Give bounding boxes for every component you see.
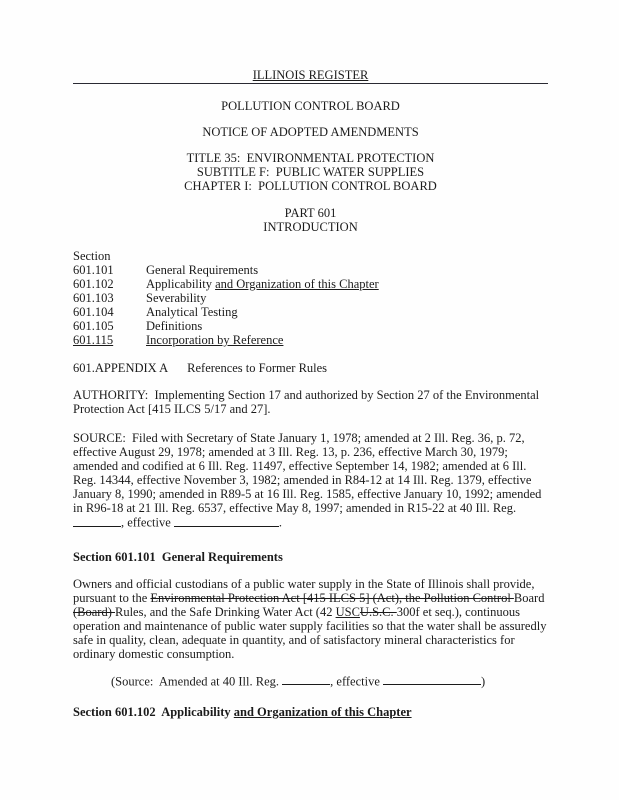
text-run: 601.104 (73, 305, 114, 319)
title-block (73, 151, 548, 193)
text-run: pursuant to the (73, 576, 538, 605)
authority-paragraph (73, 388, 548, 416)
text-run: Section 601.102 Applicability (73, 705, 234, 720)
table-of-contents (73, 249, 548, 347)
text-run: Severability (146, 291, 207, 305)
text-run: , effective (330, 674, 384, 689)
text-run: , effective (121, 515, 174, 530)
title-line-1: TITLE 35: ENVIRONMENTAL PROTECTION (186, 151, 435, 165)
toc-section-number (73, 291, 146, 305)
text-run: General Requirements (146, 263, 259, 277)
toc-section-title (146, 333, 548, 347)
page-content (73, 68, 548, 719)
appendix-title: References to Former Rules (187, 361, 328, 375)
toc-row (73, 305, 548, 319)
section-601-101-heading (73, 550, 548, 564)
text-run: 601.102 (73, 277, 114, 291)
stricken-text: U.S.C. (359, 604, 397, 619)
text-run: (Source: Amended at 40 Ill. Reg. (111, 674, 283, 689)
section-601-101-source-note (73, 674, 548, 689)
text-run: Analytical Testing (146, 305, 238, 319)
text-run: AUTHORITY: Implementing Section 17 and authorized by Section 27 of the Environmental Protection Act [415 ILCS 5/17 and 27]. (73, 388, 543, 416)
toc-row (73, 263, 548, 277)
title-line-2: SUBTITLE F: PUBLIC WATER SUPPLIES (196, 165, 425, 179)
appendix-row (73, 361, 548, 375)
text-run: 601.103 (73, 291, 114, 305)
text-run: Applicability (146, 277, 216, 291)
text-run: Owners and official custodians of a public water supply in the State of Illinois shall provide (73, 576, 532, 591)
text-run: Rules, and the Safe Drinking Water Act (42 (115, 604, 336, 619)
stricken-text: Environmental Protection Act [415 ILCS 5] (Act), the Pollution Control (150, 590, 514, 605)
text-run: continuous operation and maintenance of public water supply facilities so that the water shall be assuredly safe in quality, clean, adequate in quantity, and of satisfactory mineral characteristics for ordinary domestic consumption. (73, 604, 550, 661)
toc-row (73, 277, 548, 291)
title-line-3: CHAPTER I: POLLUTION CONTROL BOARD (184, 179, 437, 193)
part-number: PART 601 (284, 206, 337, 220)
section-601-102-heading (73, 705, 548, 719)
toc-section-title (146, 319, 548, 333)
toc-section-title (146, 277, 548, 291)
text-run: Definitions (146, 319, 203, 333)
register-title: ILLINOIS REGISTER (252, 68, 369, 82)
stricken-text: (Board) (73, 604, 115, 619)
toc-section-title (146, 305, 548, 319)
notice-title: NOTICE OF ADOPTED AMENDMENTS (202, 125, 419, 139)
fill-in-blank (73, 515, 121, 527)
section-601-101-body (73, 577, 548, 661)
toc-rows (73, 263, 548, 347)
toc-row (73, 319, 548, 333)
text-run: 300f et seq.) (396, 604, 459, 619)
inserted-text: and Organization of this Chapter (215, 277, 379, 291)
toc-section-number (73, 333, 146, 347)
text-run: Section 601.101 General Requirements (73, 549, 283, 564)
inserted-text: , (531, 576, 535, 591)
toc-section-title (146, 263, 548, 277)
fill-in-blank (174, 515, 279, 527)
inserted-text: , (458, 604, 463, 619)
text-run: Board (513, 590, 548, 605)
toc-section-number (73, 277, 146, 291)
inserted-text: USC (335, 604, 360, 619)
inserted-text: 601.115 (73, 333, 114, 347)
toc-heading: Section (73, 249, 111, 263)
board-title: POLLUTION CONTROL BOARD (221, 99, 400, 113)
toc-row (73, 333, 548, 347)
part-title: INTRODUCTION (263, 220, 358, 234)
toc-row (73, 291, 548, 305)
inserted-text: Incorporation by Reference (146, 333, 284, 347)
toc-section-title (146, 291, 548, 305)
text-run: ) (481, 674, 486, 689)
text-run: 601.105 (73, 319, 114, 333)
text-run: . (278, 515, 282, 530)
page-header-rule (73, 68, 548, 84)
toc-section-number (73, 319, 146, 333)
inserted-text: and Organization of this Chapter (233, 705, 412, 720)
part-block (73, 206, 548, 234)
source-paragraph (73, 431, 548, 530)
text-run: SOURCE: Filed with Secretary of State January 1, 1978; amended at 2 Ill. Reg. 36, p. 72, effective August 29, 1978; amended at 3 Ill. Reg. 13, p. 236, effective March 30, 1979; amended and codified at 6 Ill. Reg. 11497, effective September 14, 1982; amended at 6 Ill. Reg. 14344, effective November 3, 1982; amended in R84-12 at 14 Ill. Reg. 1379, effective January 8, 1990; amended in R89-5 at 16 Ill. Reg. 1585, effective January 10, 1992; amended in R96-18 at 21 Ill. Reg. 6537, effective May 8, 1997; amended in R15-22 at 40 Ill. Reg. (73, 431, 545, 515)
fill-in-blank (383, 674, 481, 686)
text-run: 601.101 (73, 263, 114, 277)
toc-section-number (73, 263, 146, 277)
fill-in-blank (282, 674, 330, 686)
appendix-number: 601.APPENDIX A (73, 361, 169, 375)
toc-section-number (73, 305, 146, 319)
